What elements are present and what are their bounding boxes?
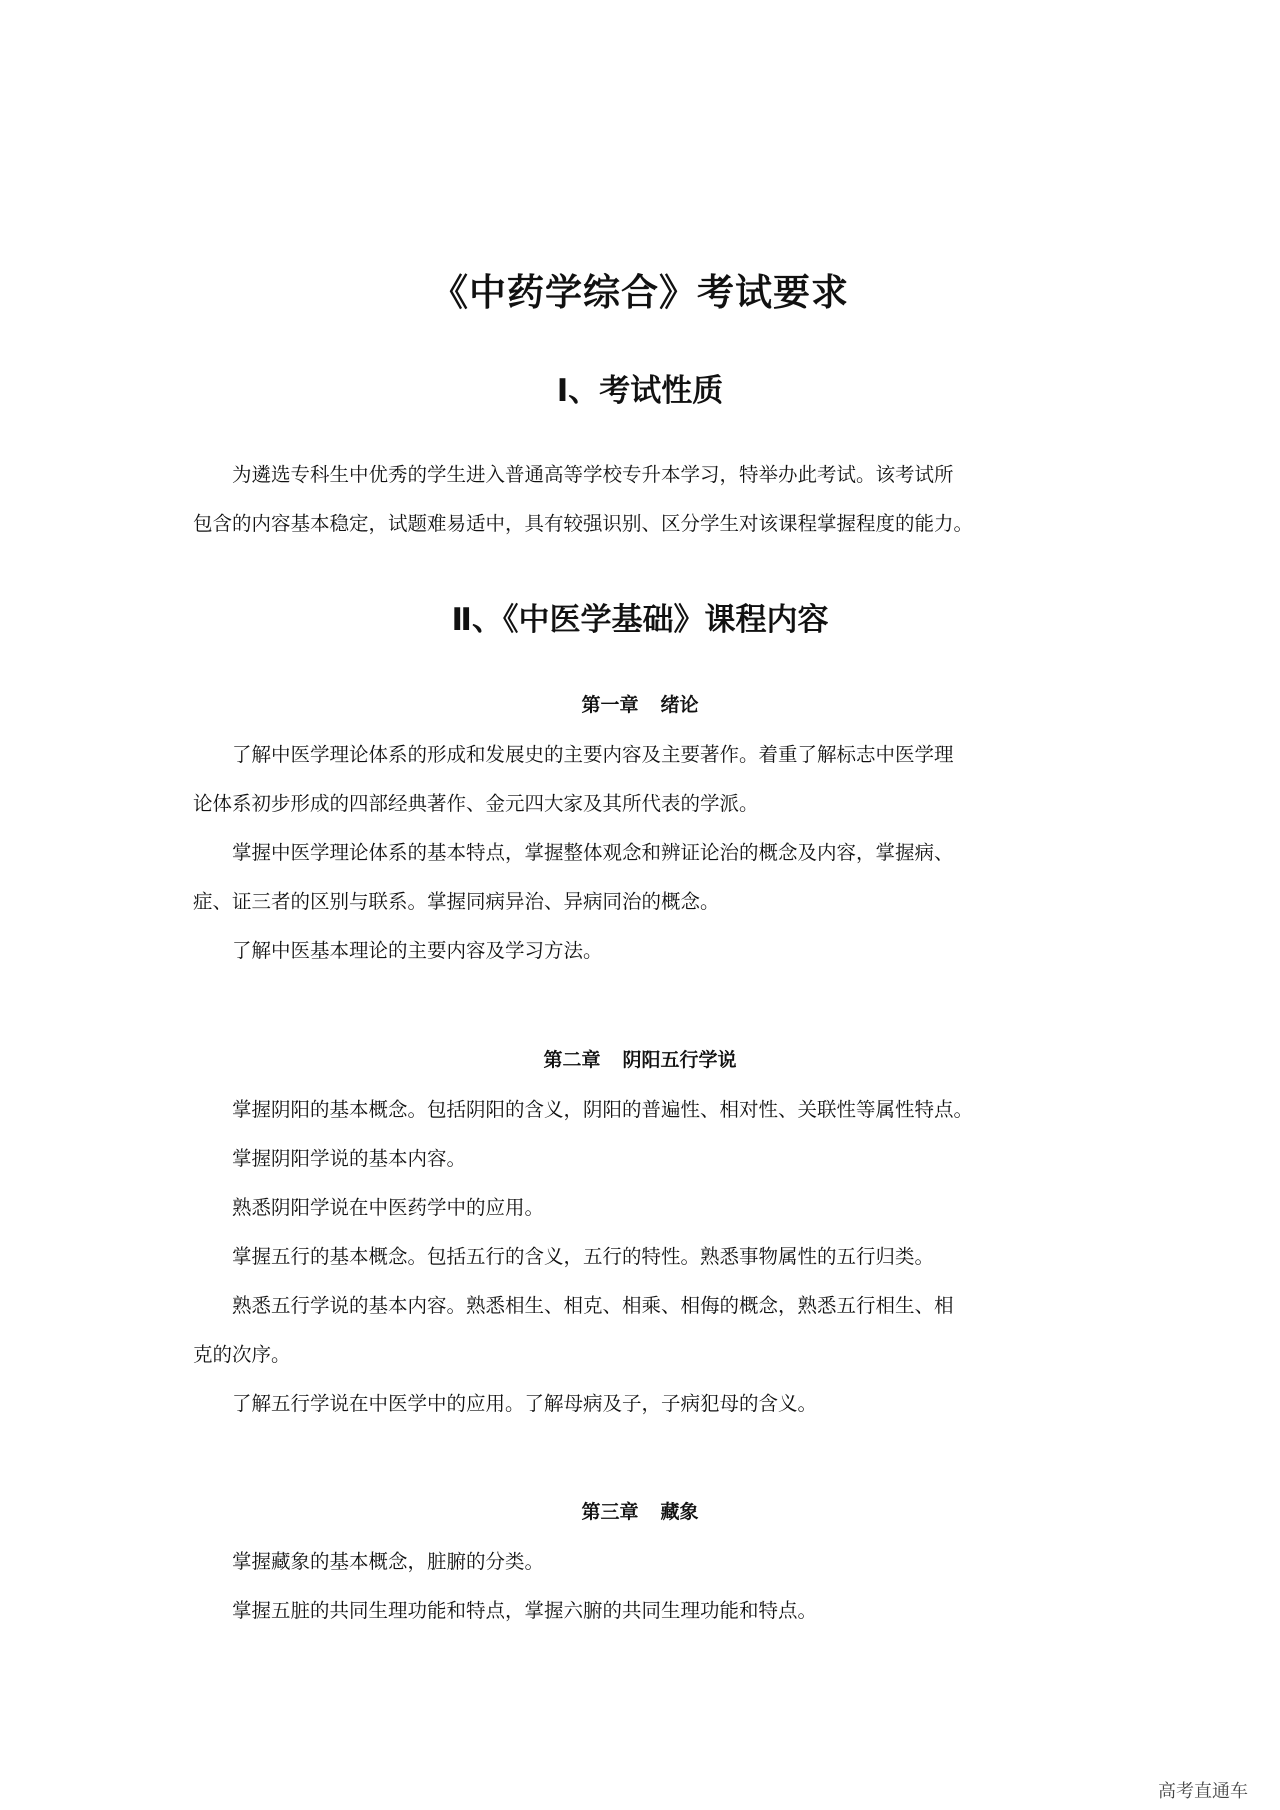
chapter-name: 藏象 xyxy=(660,1501,699,1523)
paragraph-line: 了解中医基本理论的主要内容及学习方法。 xyxy=(232,939,603,962)
paragraph-line: 掌握藏象的基本概念，脏腑的分类。 xyxy=(232,1550,545,1573)
paragraph-line: 了解五行学说在中医学中的应用。了解母病及子，子病犯母的含义。 xyxy=(232,1392,818,1415)
chapter-body xyxy=(193,1537,1093,1635)
paragraph-line: 为遴选专科生中优秀的学生进入普通高等学校专升本学习，特举办此考试。该考试所 xyxy=(232,463,954,486)
section-heading-exam-nature: Ⅰ、考试性质 xyxy=(556,373,724,409)
paragraph-line: 掌握五行的基本概念。包括五行的含义，五行的特性。熟悉事物属性的五行归类。 xyxy=(232,1245,935,1268)
chapter-number: 第三章 xyxy=(581,1501,639,1523)
paragraph-line: 掌握五脏的共同生理功能和特点，掌握六腑的共同生理功能和特点。 xyxy=(232,1599,818,1622)
paragraph-line: 克的次序。 xyxy=(193,1343,291,1366)
paragraph-line: 掌握中医学理论体系的基本特点，掌握整体观念和辨证论治的概念及内容，掌握病、 xyxy=(232,841,954,864)
paragraph-line: 掌握阴阳的基本概念。包括阴阳的含义，阴阳的普遍性、相对性、关联性等属性特点。 xyxy=(232,1098,974,1121)
chapter-number: 第二章 xyxy=(543,1049,601,1071)
document-title: 《中药学综合》考试要求 xyxy=(431,271,849,314)
paragraph-line: 掌握阴阳学说的基本内容。 xyxy=(232,1147,467,1170)
chapter-body xyxy=(193,1085,1093,1428)
paragraph-line: 包含的内容基本稳定，试题难易适中，具有较强识别、区分学生对该课程掌握程度的能力。 xyxy=(193,512,974,535)
paragraph-line: 了解中医学理论体系的形成和发展史的主要内容及主要著作。着重了解标志中医学理 xyxy=(232,743,954,766)
paragraph-line: 论体系初步形成的四部经典著作、金元四大家及其所代表的学派。 xyxy=(193,792,759,815)
paragraph-line: 症、证三者的区别与联系。掌握同病异治、异病同治的概念。 xyxy=(193,890,720,913)
section-heading-course-content: Ⅱ、《中医学基础》课程内容 xyxy=(451,602,829,638)
chapter-body xyxy=(193,730,1093,975)
chapter-heading xyxy=(0,1045,1280,1072)
paragraph-line: 熟悉五行学说的基本内容。熟悉相生、相克、相乘、相侮的概念，熟悉五行相生、相 xyxy=(232,1294,954,1317)
exam-nature-paragraph xyxy=(193,450,1093,548)
chapter-name: 绪论 xyxy=(660,694,699,716)
chapter-number: 第一章 xyxy=(581,694,639,716)
watermark: 高考直通车 xyxy=(1158,1781,1248,1802)
chapter-name: 阴阳五行学说 xyxy=(622,1049,737,1071)
chapter-heading xyxy=(0,690,1280,717)
paragraph-line: 熟悉阴阳学说在中医药学中的应用。 xyxy=(232,1196,545,1219)
chapter-heading xyxy=(0,1497,1280,1524)
